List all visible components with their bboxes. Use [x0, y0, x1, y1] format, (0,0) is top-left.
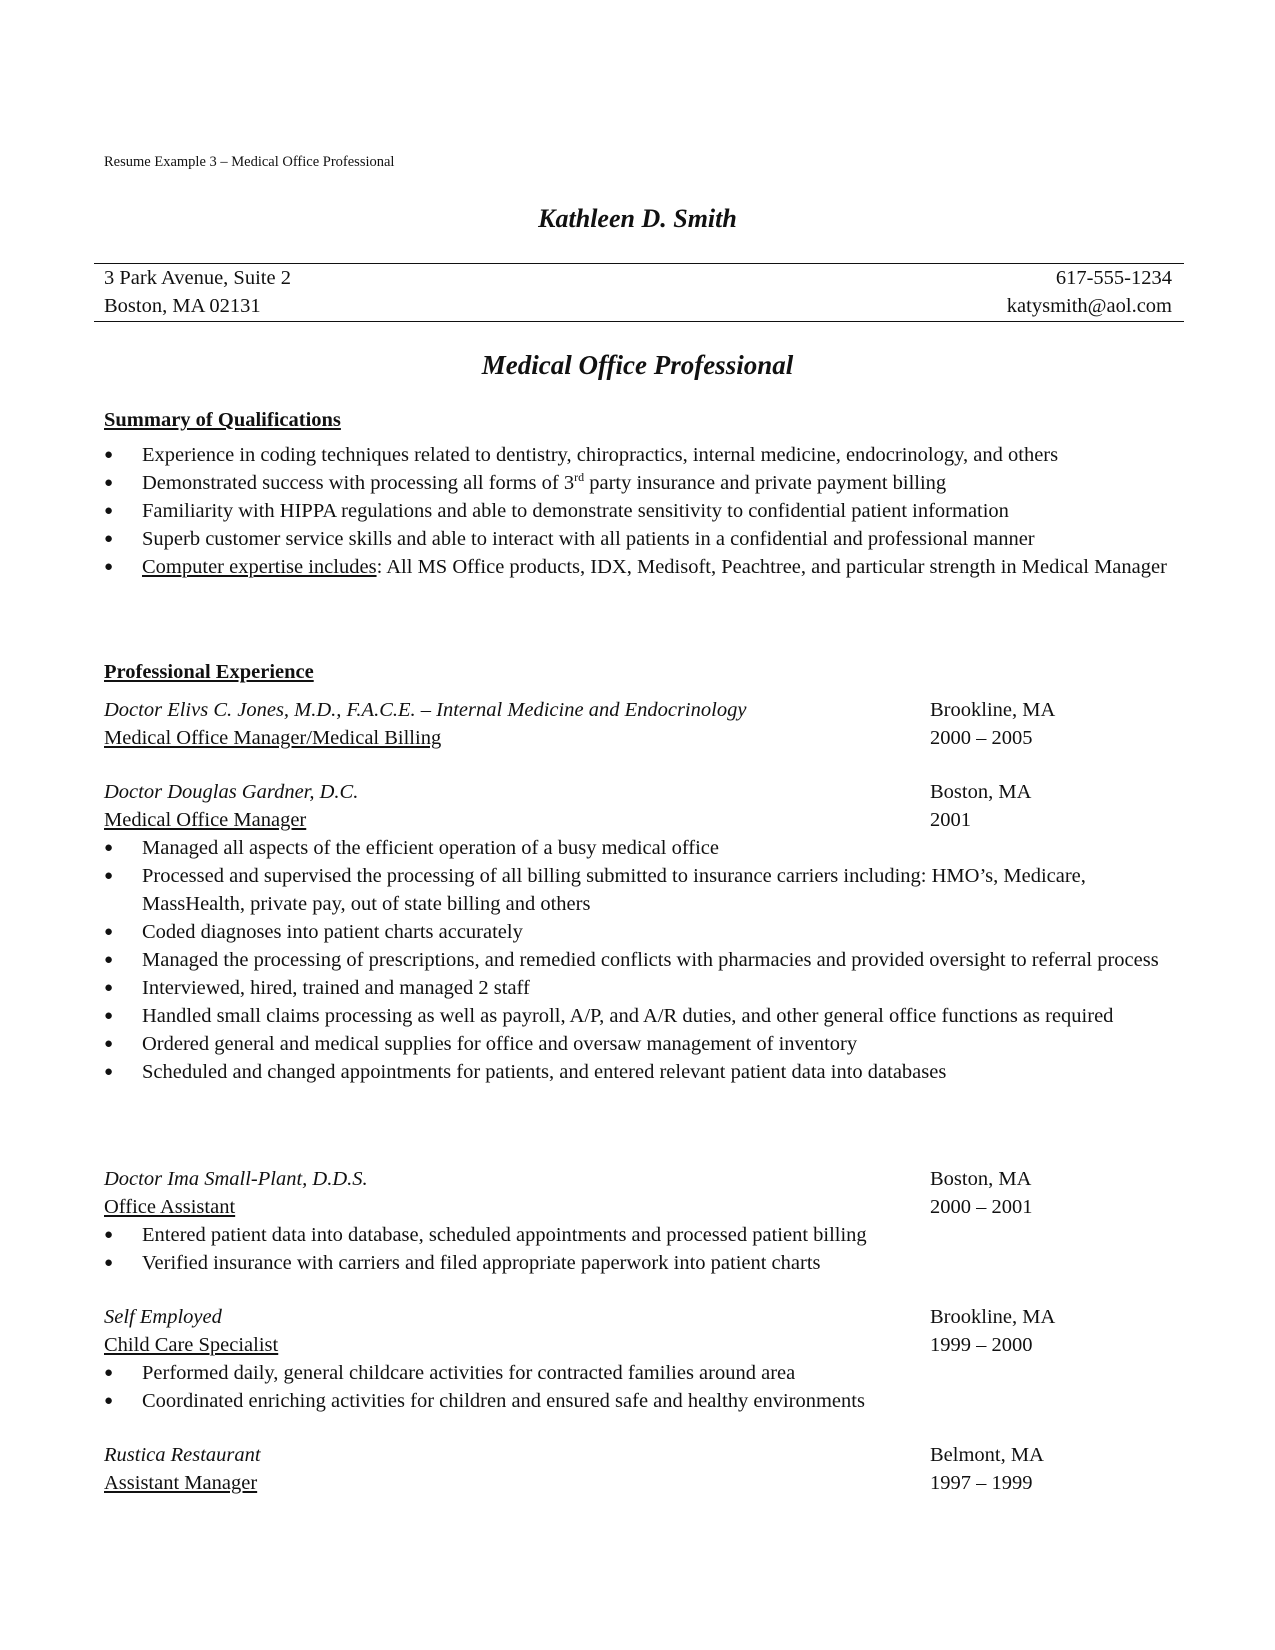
job-location: Brookline, MA [930, 699, 1056, 721]
job-title: Medical Office Manager/Medical Billing [104, 727, 442, 749]
summary-heading: Summary of Qualifications [104, 409, 341, 431]
job-duty: ● Processed and supervised the processing of all billing submitted to insurance carriers including: HMO’s, Medicare, MassHealth, private pay, out of state billing and others [104, 862, 1184, 918]
bullet-icon: ● [104, 924, 114, 940]
job-title: Medical Office Manager [104, 809, 307, 831]
job-location: Boston, MA [930, 781, 1032, 803]
job-entry [104, 696, 1184, 752]
job-employer: Doctor Douglas Gardner, D.C. [104, 781, 359, 803]
bullet-icon: ● [104, 503, 114, 519]
job-duty: ● Interviewed, hired, trained and managed 2 staff [104, 974, 1184, 1002]
job-dates: 2000 – 2001 [930, 1196, 1033, 1218]
summary-item: ● Demonstrated success with processing all forms of 3rd party insurance and private payment billing [104, 469, 1184, 497]
experience-heading: Professional Experience [104, 661, 314, 683]
job-duty: ● Ordered general and medical supplies for office and oversaw management of inventory [104, 1030, 1184, 1058]
job-duty: ● Handled small claims processing as well as payroll, A/P, and A/R duties, and other general office functions as required [104, 1002, 1184, 1030]
bullet-icon: ● [104, 952, 114, 968]
job-duty: ● Coordinated enriching activities for children and ensured safe and healthy environments [104, 1387, 1184, 1415]
summary-item: ● Computer expertise includes: All MS Office products, IDX, Medisoft, Peachtree, and particular strength in Medical Manager [104, 553, 1184, 581]
job-title: Child Care Specialist [104, 1334, 279, 1356]
job-duty: ● Scheduled and changed appointments for patients, and entered relevant patient data into databases [104, 1058, 1184, 1086]
bullet-icon: ● [104, 1227, 114, 1243]
summary-item: ● Familiarity with HIPPA regulations and able to demonstrate sensitivity to confidential patient information [104, 497, 1184, 525]
address-line-2: Boston, MA 02131 [104, 295, 261, 317]
header-rule-top [94, 263, 1184, 264]
bullet-icon: ● [104, 1064, 114, 1080]
bullet-icon: ● [104, 1255, 114, 1271]
bullet-icon: ● [104, 1036, 114, 1052]
job-entry [104, 1303, 1184, 1415]
job-duty: ● Managed the processing of prescriptions, and remedied conflicts with pharmacies and provided oversight to referral process [104, 946, 1184, 974]
job-location: Boston, MA [930, 1168, 1032, 1190]
bullet-icon: ● [104, 980, 114, 996]
professional-headline: Medical Office Professional [481, 350, 794, 380]
computer-expertise-label: Computer expertise includes [142, 556, 377, 578]
document-label: Resume Example 3 – Medical Office Professional [104, 154, 395, 170]
phone-number: 617-555-1234 [1055, 267, 1172, 289]
job-entry [104, 1165, 1184, 1277]
bullet-icon: ● [104, 868, 114, 884]
summary-list [104, 441, 1184, 581]
job-dates: 2001 [930, 809, 971, 831]
bullet-icon: ● [104, 1393, 114, 1409]
job-dates: 1999 – 2000 [930, 1334, 1033, 1356]
job-location: Belmont, MA [930, 1444, 1044, 1466]
job-dates: 2000 – 2005 [930, 727, 1033, 749]
job-duty: ● Managed all aspects of the efficient operation of a busy medical office [104, 834, 1184, 862]
job-duty: ● Verified insurance with carriers and filed appropriate paperwork into patient charts [104, 1249, 1184, 1277]
job-employer: Rustica Restaurant [104, 1444, 261, 1466]
bullet-icon: ● [104, 1008, 114, 1024]
email-address: katysmith@aol.com [1006, 295, 1172, 317]
address-line-1: 3 Park Avenue, Suite 2 [104, 267, 291, 289]
summary-item: ● Superb customer service skills and able to interact with all patients in a confidential and professional manner [104, 525, 1184, 553]
job-duty: ● Performed daily, general childcare activities for contracted families around area [104, 1359, 1184, 1387]
job-location: Brookline, MA [930, 1306, 1056, 1328]
candidate-name: Kathleen D. Smith [538, 204, 737, 233]
job-duty: ● Coded diagnoses into patient charts accurately [104, 918, 1184, 946]
job-title: Office Assistant [104, 1196, 236, 1218]
bullet-icon: ● [104, 1365, 114, 1381]
bullet-icon: ● [104, 559, 114, 575]
job-duties-list [104, 1359, 1184, 1415]
job-title: Assistant Manager [104, 1472, 258, 1494]
bullet-icon: ● [104, 475, 114, 491]
job-entry [104, 1441, 1184, 1497]
bullet-icon: ● [104, 840, 114, 856]
job-employer: Self Employed [104, 1306, 222, 1328]
job-duties-list [104, 1221, 1184, 1277]
job-employer: Doctor Ima Small-Plant, D.D.S. [104, 1168, 368, 1190]
summary-item: ● Experience in coding techniques related to dentistry, chiropractics, internal medicine, endocrinology, and others [104, 441, 1184, 469]
bullet-icon: ● [104, 531, 114, 547]
job-employer: Doctor Elivs C. Jones, M.D., F.A.C.E. – Internal Medicine and Endocrinology [104, 699, 747, 721]
job-entry [104, 778, 1184, 1086]
job-duties-list [104, 834, 1184, 1086]
header-rule-bottom [94, 321, 1184, 322]
bullet-icon: ● [104, 447, 114, 463]
job-dates: 1997 – 1999 [930, 1472, 1033, 1494]
job-duty: ● Entered patient data into database, scheduled appointments and processed patient billing [104, 1221, 1184, 1249]
